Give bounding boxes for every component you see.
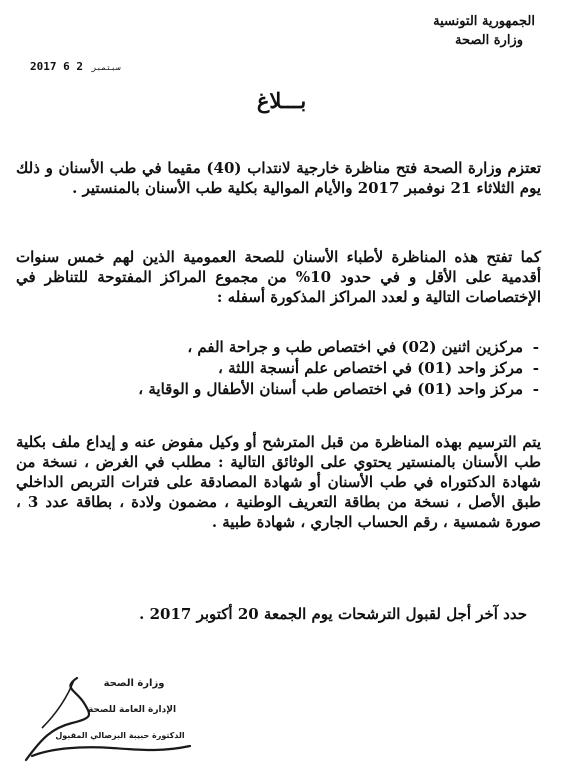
stamp-line-2: الإدارة العامة للصحة bbox=[87, 705, 177, 715]
letterhead bbox=[335, 12, 535, 50]
list-item: - مركز واحد (01) في اختصاص علم أنسجة اللثة ، bbox=[40, 358, 539, 379]
republic-name: الجمهورية التونسية bbox=[433, 14, 535, 29]
announcement-title: بـــلاغ bbox=[256, 88, 307, 113]
ministry-name: وزارة الصحة bbox=[455, 33, 523, 48]
paragraph-eligibility: كما تفتح هذه المناظرة لأطباء الأسنان للصحة العمومية الذين لهم خمس سنوات أقدمية على الأقل و في حدود 10% من مجموع المراكز المفتوحة للتناظر في الإختصاصات التالية و لعدد المراكز المذكورة أسفله : bbox=[16, 248, 541, 306]
official-stamp-signature bbox=[22, 668, 192, 763]
stamp-line-3: الدكتورة حبيبة البرصالي المقبول bbox=[55, 731, 185, 740]
date-year: 2017 bbox=[30, 60, 57, 73]
paragraph-competition: تعتزم وزارة الصحة فتح مناظرة خارجية لانتداب (40) مقيما في طب الأسنان و ذلك يوم الثلاثاء 21 نوفمبر 2017 والأيام الموالية بكلية طب الأسنان بالمنستير . bbox=[16, 159, 542, 197]
specialties-list bbox=[40, 337, 539, 400]
date-month: سبتمبر bbox=[91, 63, 121, 72]
list-item: - مركزين اثنين (02) في اختصاص طب و جراحة الفم ، bbox=[40, 337, 539, 358]
date-day: 2 6 bbox=[63, 60, 83, 73]
date-stamp bbox=[30, 60, 123, 73]
paragraph-application: يتم الترسيم بهذه المناظرة من قبل المترشح أو وكيل مفوض عنه و إيداع ملف بكلية طب الأسنان بالمنستير يحتوي على الوثائق التالية : مطلب في الغرض ، نسخة من شهادة الدكتوراه في طب الأسنان أو شهادة المصادقة على فترات التربص الداخلي طبق الأصل ، نسخة من بطاقة التعريف الوطنية ، مضمون ولادة ، بطاقة عدد 3 ، صورة شمسية ، رقم الحساب الجاري ، شهادة طبية . bbox=[16, 433, 541, 531]
stamp-line-1: وزارة الصحة bbox=[103, 678, 165, 689]
paragraph-deadline: حدد آخر أجل لقبول الترشحات يوم الجمعة 20 أكتوبر 2017 . bbox=[139, 605, 527, 623]
list-item: - مركز واحد (01) في اختصاص طب أسنان الأطفال و الوقاية ، bbox=[40, 379, 539, 400]
